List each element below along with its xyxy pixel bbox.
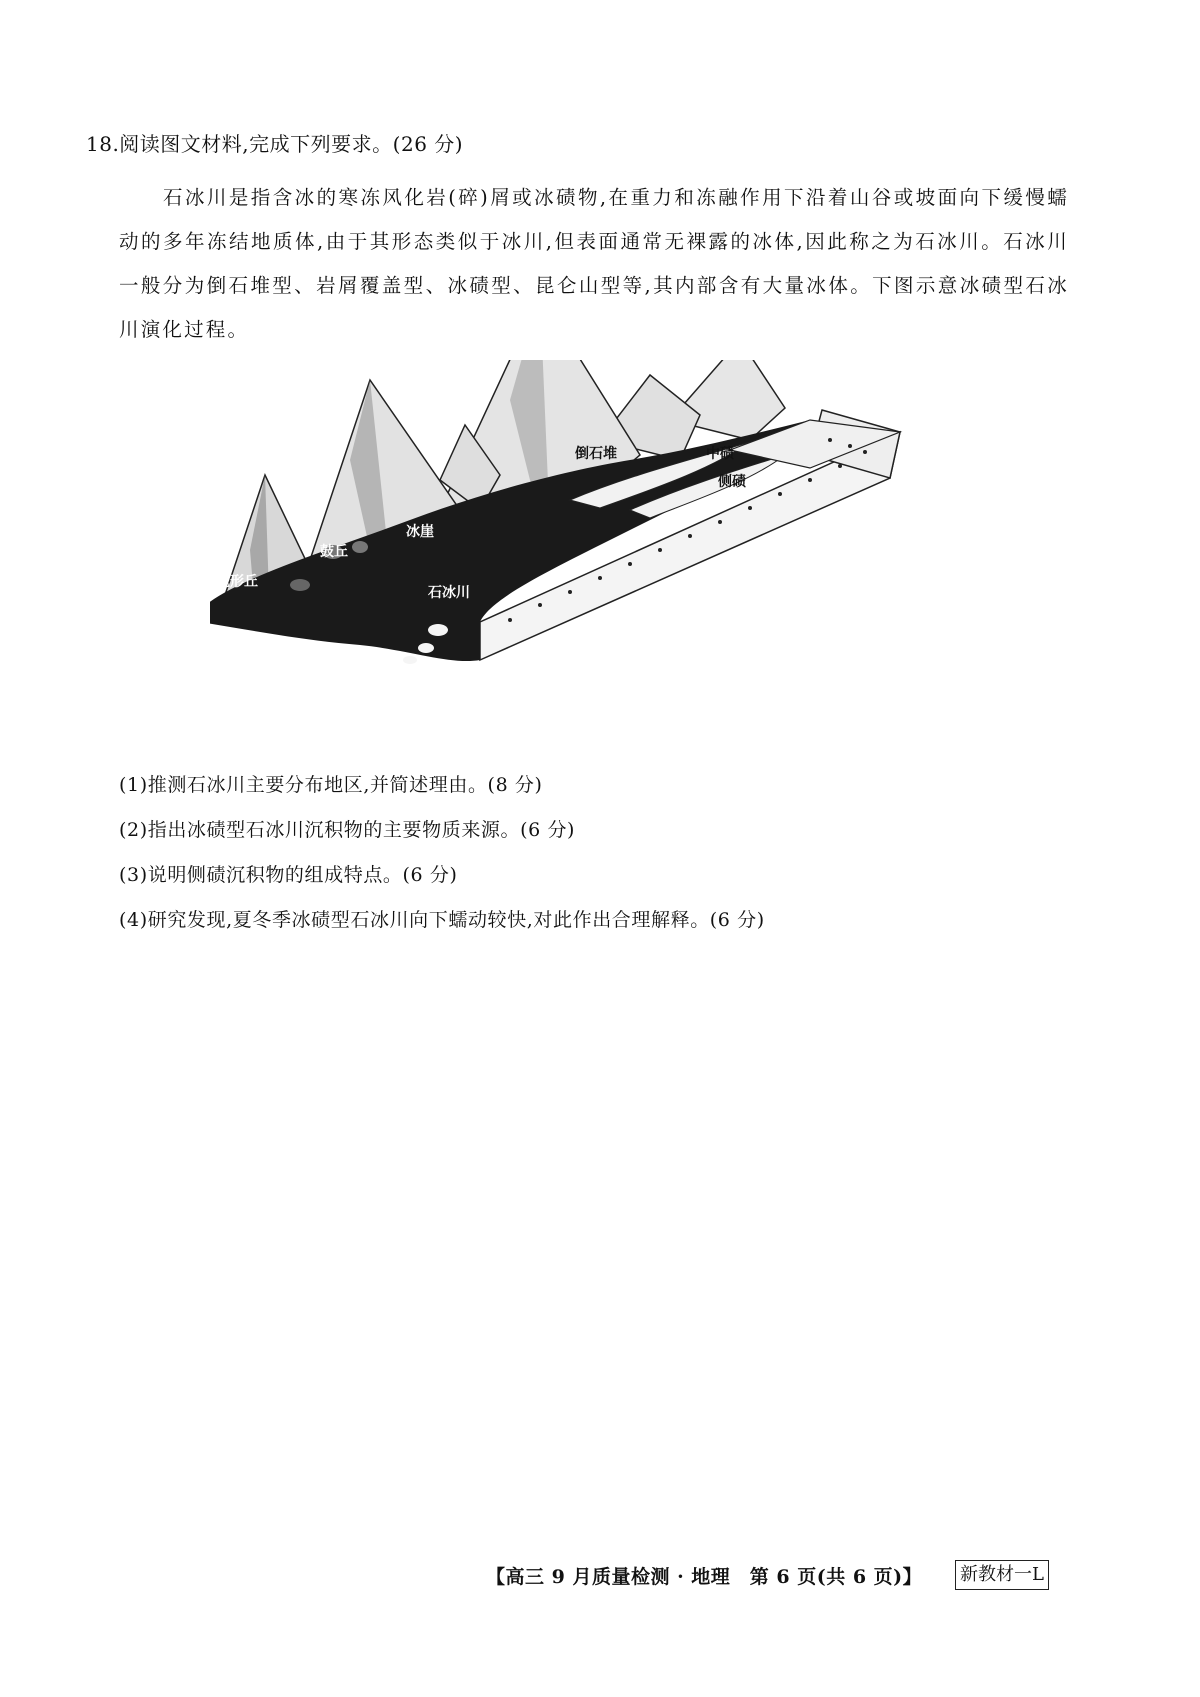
label-ceqi: 侧碛: [718, 474, 746, 490]
footer-edition-badge: 新教材一L: [955, 1560, 1049, 1590]
page-footer: [0, 1562, 1200, 1592]
rock-glacier-figure: [210, 360, 990, 720]
label-guqiu: 鼓丘: [320, 544, 348, 560]
passage: [119, 176, 1069, 352]
label-shexingqiu: 蛇形丘: [216, 574, 258, 590]
label-daoshidui: 倒石堆: [575, 446, 617, 462]
rock-glacier-diagram: [210, 360, 990, 720]
footer-exam-info: 【高三 9 月质量检测 · 地理 第 6 页(共 6 页)】: [486, 1566, 923, 1588]
sub-question-3: (3)说明侧碛沉积物的组成特点。(6 分): [119, 864, 458, 886]
label-zhongqi: 中碛: [706, 446, 734, 462]
esker-blob: [290, 579, 310, 591]
sub-question-4: (4)研究发现,夏冬季冰碛型石冰川向下蠕动较快,对此作出合理解释。(6 分): [119, 909, 765, 931]
drumlin-2: [352, 541, 368, 553]
question-title: 18.阅读图文材料,完成下列要求。(26 分): [86, 132, 464, 156]
sub-question-2: (2)指出冰碛型石冰川沉积物的主要物质来源。(6 分): [119, 819, 576, 841]
boulder-2: [418, 643, 434, 653]
sub-question-list: [119, 763, 765, 943]
label-shibingchuan: 石冰川: [428, 585, 470, 601]
sub-question-1: (1)推测石冰川主要分布地区,并简述理由。(8 分): [119, 774, 543, 796]
boulder-1: [428, 624, 448, 636]
boulder-3: [403, 656, 417, 664]
passage-text: 石冰川是指含冰的寒冻风化岩(碎)屑或冰碛物,在重力和冻融作用下沿着山谷或坡面向下缓慢蠕动的多年冻结地质体,由于其形态类似于冰川,但表面通常无裸露的冰体,因此称之为石冰川。石冰川一般分为倒石堆型、岩屑覆盖型、冰碛型、昆仑山型等,其内部含有大量冰体。下图示意冰碛型石冰川演化过程。: [119, 186, 1069, 341]
label-bingya: 冰崖: [406, 524, 434, 540]
